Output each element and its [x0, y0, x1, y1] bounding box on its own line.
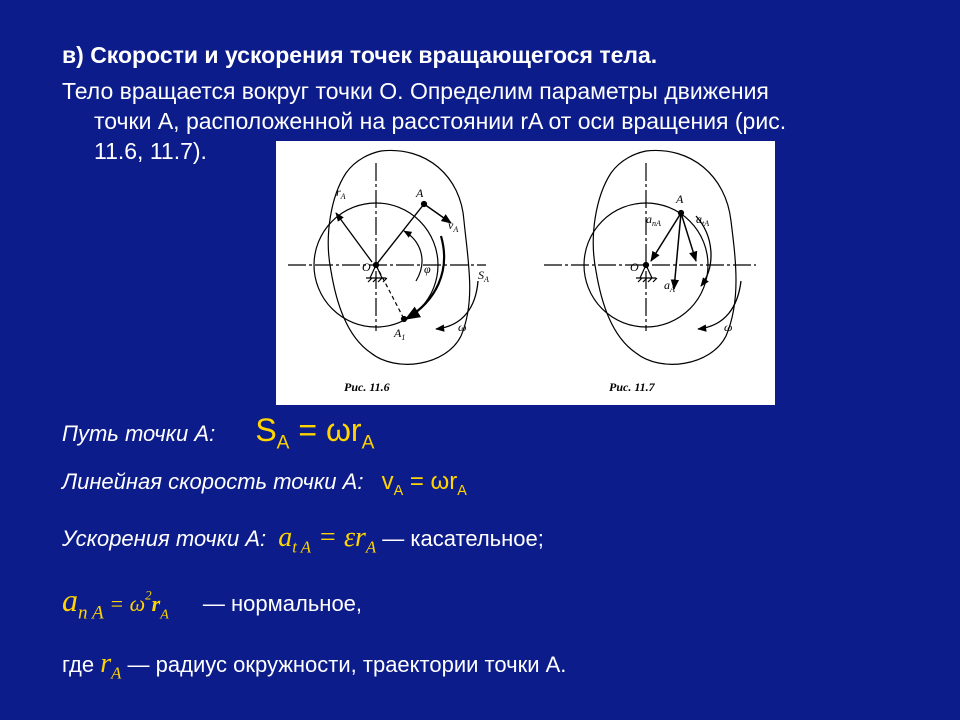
- normal-suffix: — нормальное,: [202, 591, 363, 616]
- where-r-sub: A: [111, 663, 122, 683]
- tangential-label: Ускорения точки А:: [62, 526, 267, 551]
- figure-11-7-labels: [609, 192, 732, 394]
- where-suffix: — радиус окружности, траектории точки А.: [121, 652, 567, 677]
- caption-fig-11-6: Рис. 11.6: [344, 380, 390, 394]
- point-A: [679, 211, 684, 216]
- label-SA: $S_A$: [478, 268, 489, 284]
- tangential-a: a: [278, 522, 293, 553]
- tangential-formula: [278, 522, 377, 557]
- path-SA-arc: [406, 236, 444, 319]
- velocity-v-sub: A: [393, 482, 404, 499]
- omega-arrow: [436, 281, 478, 329]
- point-O: [374, 263, 379, 268]
- label-omega: ω: [724, 320, 733, 334]
- label-A: A: [416, 186, 424, 200]
- path-S-sub: A: [276, 432, 290, 454]
- slide-heading: в) Скорости и ускорения точек вращающегося тела.: [62, 42, 658, 68]
- normal-row: [62, 582, 362, 624]
- normal-r-sub: A: [160, 607, 169, 623]
- velocity-arrow: [424, 204, 451, 223]
- velocity-rest: = ωr: [403, 468, 458, 495]
- figure-11-6: [288, 150, 486, 364]
- normal-a: a: [62, 582, 78, 618]
- radius-line: [376, 204, 424, 265]
- velocity-v: v: [381, 468, 394, 495]
- figure-11-6-labels: [336, 185, 489, 394]
- where-r: r: [100, 648, 112, 679]
- velocity-row: [62, 468, 467, 499]
- point-A1: [402, 317, 407, 322]
- point-A: [422, 202, 427, 207]
- normal-formula: [62, 582, 169, 624]
- normal-r: r: [151, 591, 161, 616]
- intro-line-3: 11.6, 11.7).: [94, 138, 207, 164]
- normal-a-sub: n A: [78, 602, 104, 624]
- where-row: [62, 648, 566, 684]
- velocity-label: Линейная скорость точки А:: [62, 469, 364, 494]
- label-A: A: [676, 192, 684, 206]
- path-label: Путь точки А:: [62, 421, 216, 446]
- label-omega: ω: [458, 320, 467, 334]
- velocity-formula: [381, 468, 467, 499]
- label-vA: $v_A$: [448, 218, 459, 234]
- tangential-r-sub: A: [365, 537, 377, 557]
- radius-rA-arrow: [336, 213, 372, 262]
- path-S: S: [255, 412, 277, 448]
- tangential-suffix: — касательное;: [382, 526, 544, 551]
- path-r-sub: A: [361, 432, 375, 454]
- omega-arrow: [698, 281, 741, 329]
- normal-eq: = ω: [103, 591, 146, 616]
- label-O: O: [630, 260, 639, 274]
- tangential-row: [62, 522, 544, 558]
- angle-phi-arc: [404, 231, 422, 281]
- label-phi: φ: [424, 262, 431, 276]
- label-anA: $a_{nA}$: [646, 212, 661, 228]
- tangential-eq: = εr: [311, 522, 366, 553]
- path-formula: [255, 412, 375, 454]
- label-atA: $a_{tA}$: [696, 212, 710, 228]
- label-aA: $a_A$: [664, 278, 675, 294]
- label-rA: $r_A$: [336, 185, 346, 201]
- path-rest: = ωr: [289, 412, 362, 448]
- rotation-diagrams: [276, 141, 775, 405]
- tangential-a-sub: t A: [292, 537, 312, 557]
- path-row: [62, 412, 374, 454]
- normal-sup: 2: [145, 587, 152, 603]
- velocity-r-sub: A: [457, 482, 467, 499]
- intro-line-2: точки А, расположенной на расстоянии rA от оси вращения (рис.: [94, 108, 787, 134]
- total-accel-arrow: [674, 213, 681, 289]
- figure-panel: [276, 141, 775, 405]
- label-O: O: [362, 260, 371, 274]
- caption-fig-11-7: Рис. 11.7: [609, 380, 655, 394]
- where-formula: [100, 648, 122, 683]
- point-O: [644, 263, 649, 268]
- body-outline: [593, 150, 736, 364]
- intro-line-1: Тело вращается вокруг точки О. Определим параметры движения: [62, 78, 769, 104]
- label-A1: $A_1$: [394, 326, 406, 342]
- where-prefix: где: [62, 652, 101, 677]
